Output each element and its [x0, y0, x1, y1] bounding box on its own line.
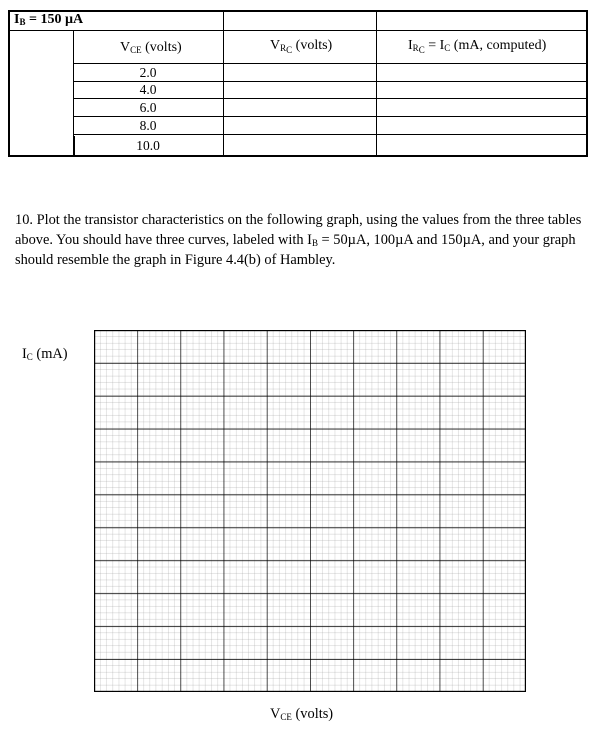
table-row-line — [73, 116, 588, 117]
vce-value: 4.0 — [139, 82, 157, 97]
table-header-divider — [8, 30, 588, 31]
table-border-left — [8, 10, 10, 157]
table-row-line — [73, 98, 588, 99]
col-header-vrc: $V_{R_C}$ (volts) — [270, 38, 333, 55]
table-border-top — [8, 10, 588, 12]
ib-150-data-table — [8, 10, 588, 157]
table-subheader-divider — [73, 63, 588, 64]
vce-value: 10.0 — [136, 138, 160, 153]
col-header-vce: $V_{CE}$ (volts) — [120, 40, 182, 55]
table-row-line — [73, 134, 588, 135]
ib-header: $I_B = 150$ µA — [14, 12, 84, 27]
vce-value: 8.0 — [139, 118, 157, 133]
col-header-irc: $I_{R_C} = I_C$ (mA, computed) — [408, 38, 547, 55]
vce-value: 2.0 — [139, 65, 157, 80]
graph-paper-grid — [94, 330, 526, 692]
graph-y-axis-label: $I_C$ (mA) — [22, 346, 68, 362]
vce-value: 6.0 — [139, 100, 157, 115]
table-border-bottom — [8, 155, 588, 157]
question-10: 10. Plot the transistor characteristics on the following graph, using the values from the three tables above. You should have three curves, labeled with $I_B = 50\mu A$, 100µA and 150µA, and your graph should resemble the graph in Figure 4.4(b) of Hambley. — [15, 212, 582, 268]
graph-x-axis-label: $V_{CE}$ (volts) — [270, 706, 334, 722]
